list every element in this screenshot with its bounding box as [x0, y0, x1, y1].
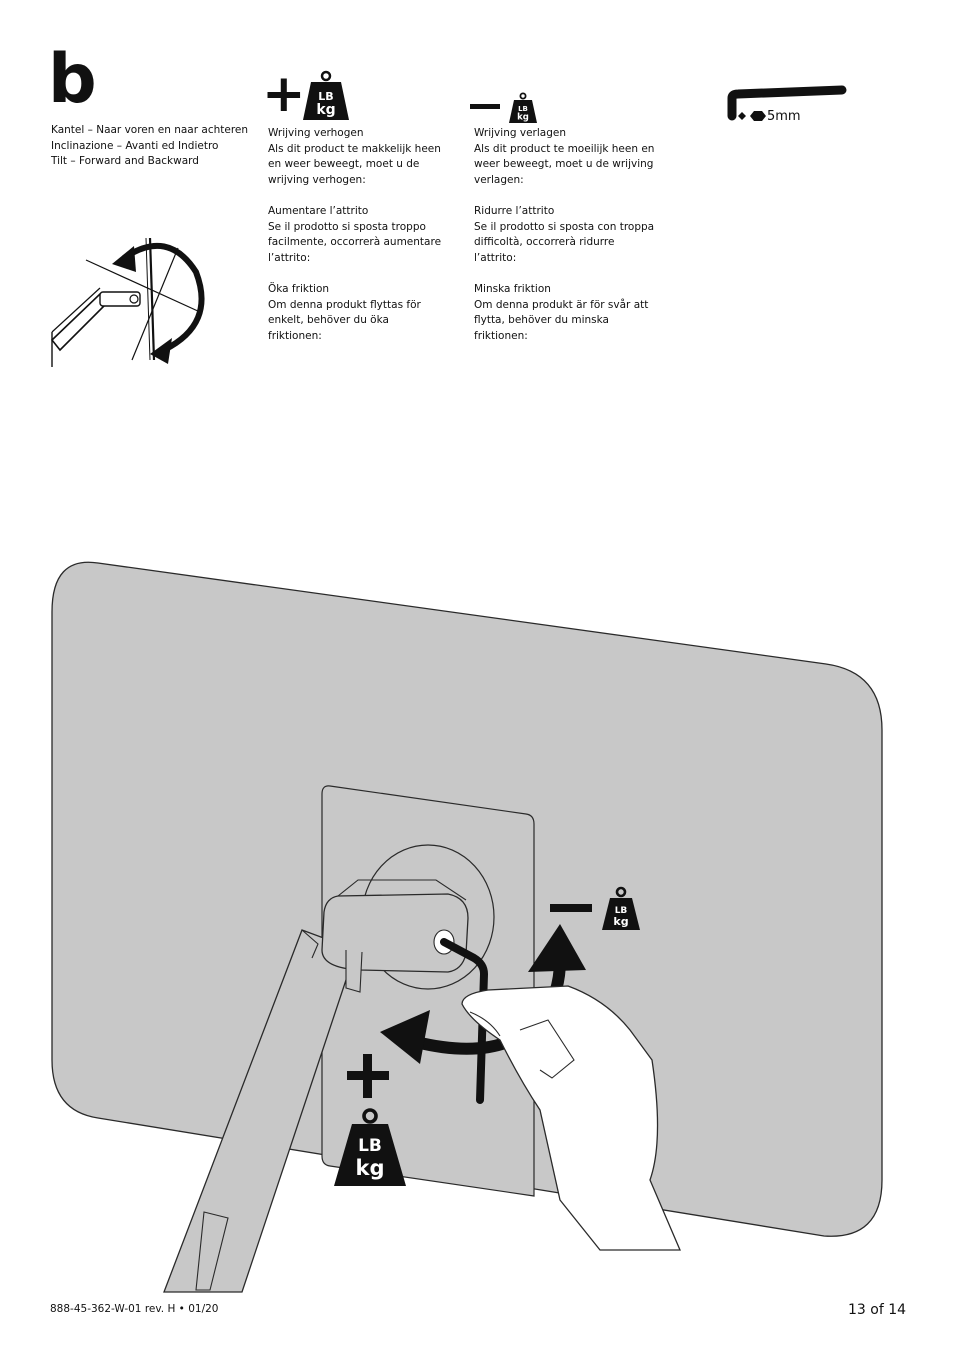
weight-top: LB — [614, 906, 628, 916]
increase-plus-sign: + — [262, 64, 306, 124]
document-code: 888-45-362-W-01 rev. H • 01/20 — [50, 1303, 219, 1315]
increase-nl-body: Als dit product te makkelijk heen en weer beweegt, moet u de wrijving verhogen: — [268, 142, 441, 186]
tilt-line-nl: Kantel – Naar voren en naar achteren — [51, 124, 249, 136]
tilt-line-en: Tilt – Forward and Backward — [51, 155, 199, 167]
decrease-it-body: Se il prodotto si sposta con troppa difficoltà, occorrerà ridurre l’attrito: — [474, 220, 655, 264]
minus-sign — [550, 904, 592, 912]
increase-sv-body: Om denna produkt flyttas för enkelt, behöver du öka friktionen: — [268, 298, 421, 342]
decrease-nl-body: Als dit product te moeilijk heen en weer beweegt, moet u de wrijving verlagen: — [474, 142, 655, 186]
page-number: 13 of 14 — [848, 1302, 907, 1318]
weight-bottom: kg — [316, 102, 336, 118]
increase-sv-title: Öka friktion — [268, 283, 330, 295]
hex-key-size: 5mm — [767, 109, 801, 124]
step-letter: b — [48, 40, 95, 119]
increase-it-body: Se il prodotto si sposta troppo facilmente, occorrerà aumentare l’attrito: — [268, 220, 442, 264]
weight-top: LB — [358, 1136, 382, 1156]
tilt-line-it: Inclinazione – Avanti ed Indietro — [51, 139, 219, 152]
decrease-it-title: Ridurre l’attrito — [474, 205, 555, 217]
weight-top: LB — [318, 90, 334, 103]
weight-bottom: kg — [517, 112, 529, 123]
decrease-sv-body: Om denna produkt är för svår att flytta, behöver du minska friktionen: — [474, 298, 649, 342]
increase-it-title: Aumentare l’attrito — [268, 205, 369, 217]
weight-top: LB — [518, 105, 528, 113]
weight-bottom: kg — [613, 915, 629, 928]
decrease-nl-title: Wrijving verlagen — [474, 127, 566, 139]
increase-nl-title: Wrijving verhogen — [268, 127, 364, 139]
weight-bottom: kg — [355, 1156, 385, 1180]
decrease-sv-title: Minska friktion — [474, 283, 551, 295]
